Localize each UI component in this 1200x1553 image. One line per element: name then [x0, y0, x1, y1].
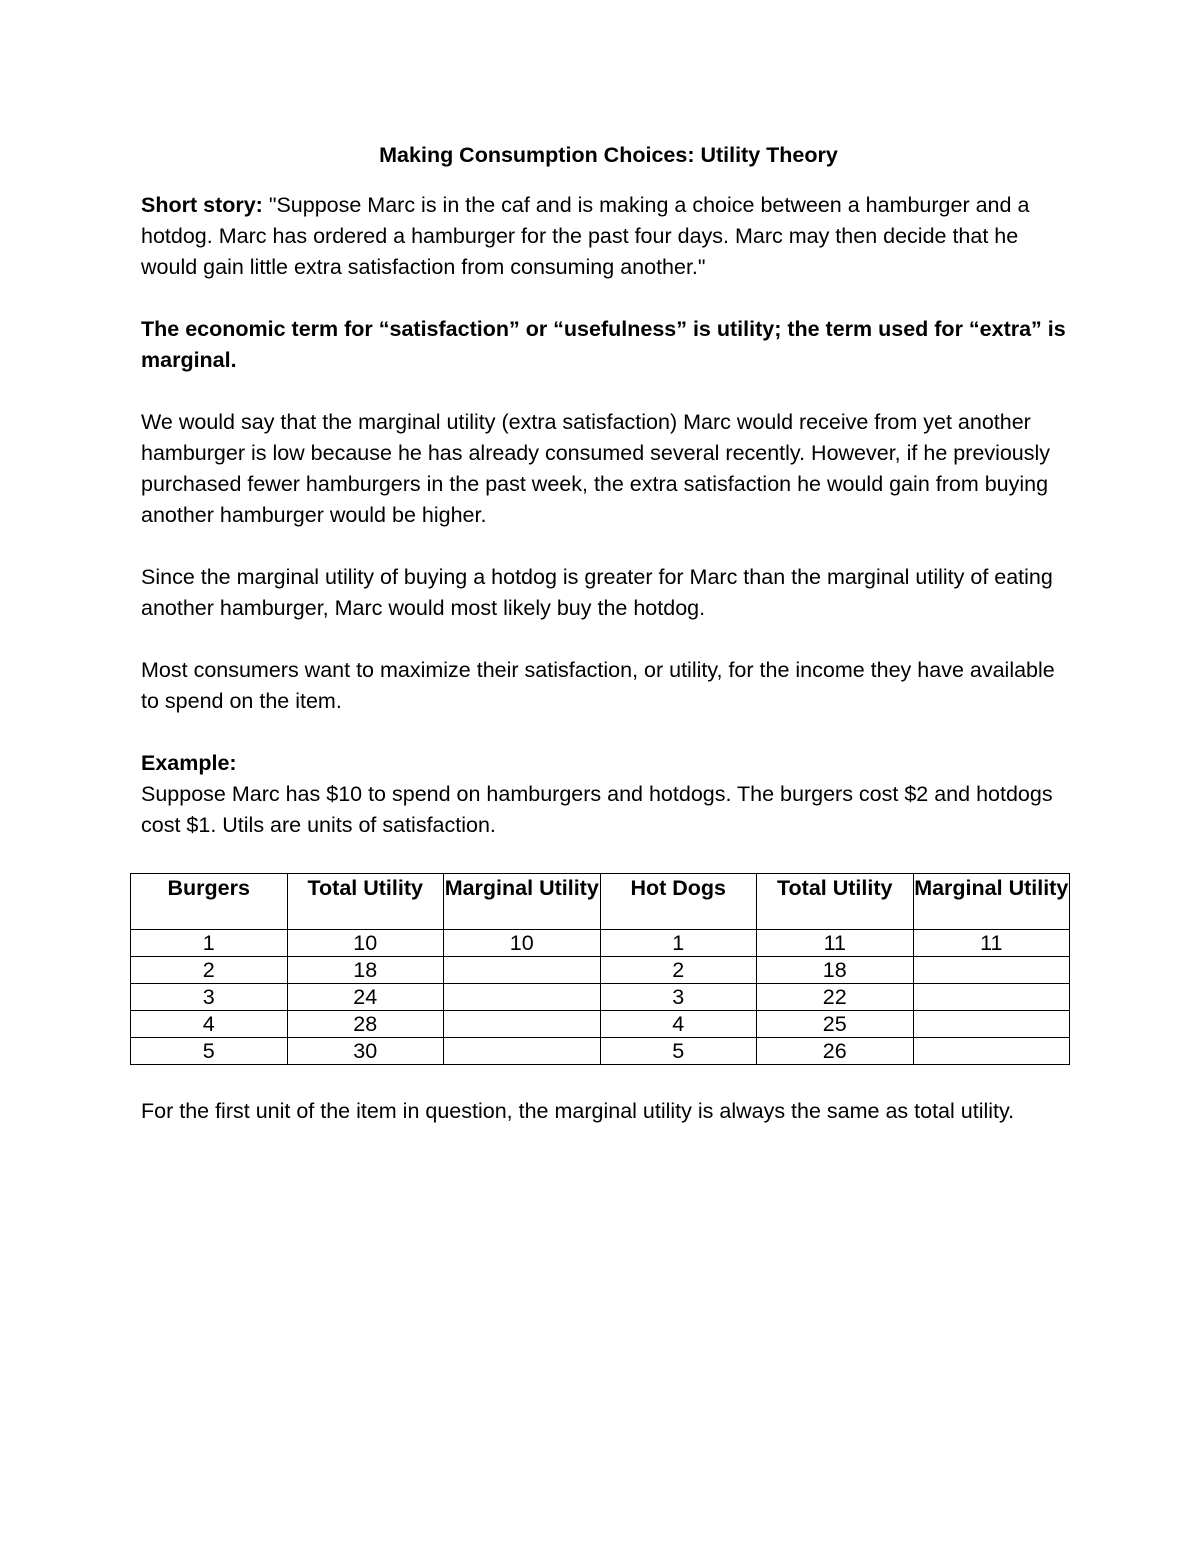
utility-table-wrapper — [130, 873, 1070, 1065]
hotdog-choice-paragraph: Since the marginal utility of buying a hotdog is greater for Marc than the marginal utility of eating another hamburger, Marc would most likely buy the hotdog. — [141, 565, 1053, 620]
short-story-paragraph — [141, 190, 1076, 283]
header-hot-dogs-marginal-utility: Marginal Utility — [913, 874, 1070, 930]
maximize-satisfaction-paragraph: Most consumers want to maximize their satisfaction, or utility, for the income they have available to spend on the item. — [141, 658, 1055, 713]
header-burgers-marginal-utility: Marginal Utility — [444, 874, 601, 930]
header-hot-dogs-total-utility: Total Utility — [757, 874, 914, 930]
table-cell: 4 — [600, 1011, 757, 1038]
table-cell — [444, 1038, 601, 1065]
header-burgers-total-utility: Total Utility — [287, 874, 444, 930]
closing-paragraph: For the first unit of the item in question, the marginal utility is always the same as total utility. — [141, 1099, 1015, 1123]
table-cell: 1 — [600, 930, 757, 957]
example-text: Suppose Marc has $10 to spend on hamburgers and hotdogs. The burgers cost $2 and hotdogs cost $1. Utils are units of satisfaction. — [141, 782, 1053, 837]
table-cell — [913, 1038, 1070, 1065]
example-label: Example: — [141, 751, 237, 775]
table-row — [131, 984, 1070, 1011]
table-header-row — [131, 874, 1070, 930]
table-cell: 24 — [287, 984, 444, 1011]
table-cell: 30 — [287, 1038, 444, 1065]
table-row — [131, 930, 1070, 957]
table-cell — [444, 1011, 601, 1038]
table-cell: 1 — [131, 930, 288, 957]
header-hot-dogs: Hot Dogs — [600, 874, 757, 930]
table-cell: 2 — [131, 957, 288, 984]
table-cell: 10 — [287, 930, 444, 957]
table-cell: 2 — [600, 957, 757, 984]
table-cell: 26 — [757, 1038, 914, 1065]
table-cell — [913, 957, 1070, 984]
table-cell: 3 — [131, 984, 288, 1011]
utility-table — [130, 873, 1070, 1065]
table-cell: 5 — [131, 1038, 288, 1065]
table-cell: 25 — [757, 1011, 914, 1038]
definition-paragraph: The economic term for “satisfaction” or “usefulness” is utility; the term used for “extra” is marginal. — [141, 317, 1066, 372]
header-burgers: Burgers — [131, 874, 288, 930]
marginal-utility-paragraph: We would say that the marginal utility (extra satisfaction) Marc would receive from yet another hamburger is low because he has already consumed several recently. However, if he previously purchased fewer hamburgers in the past week, the extra satisfaction he would gain from buying another hamburger would be higher. — [141, 410, 1051, 527]
short-story-text: "Suppose Marc is in the caf and is making a choice between a hamburger and a hotdog. Marc has ordered a hamburger for the past four days. Marc may then decide that he would gain little extra satisfaction from consuming another." — [141, 193, 1030, 279]
table-cell: 11 — [913, 930, 1070, 957]
table-cell: 3 — [600, 984, 757, 1011]
table-row — [131, 1011, 1070, 1038]
table-cell — [913, 984, 1070, 1011]
table-row — [131, 957, 1070, 984]
table-cell: 18 — [287, 957, 444, 984]
table-cell: 5 — [600, 1038, 757, 1065]
table-cell — [444, 984, 601, 1011]
table-cell: 10 — [444, 930, 601, 957]
document-title: Making Consumption Choices: Utility Theory — [379, 143, 838, 167]
table-cell — [913, 1011, 1070, 1038]
table-cell: 18 — [757, 957, 914, 984]
table-cell — [444, 957, 601, 984]
table-cell: 22 — [757, 984, 914, 1011]
document-content — [141, 140, 1076, 1158]
table-cell: 4 — [131, 1011, 288, 1038]
short-story-label: Short story: — [141, 193, 263, 217]
table-row — [131, 1038, 1070, 1065]
table-cell: 11 — [757, 930, 914, 957]
table-cell: 28 — [287, 1011, 444, 1038]
